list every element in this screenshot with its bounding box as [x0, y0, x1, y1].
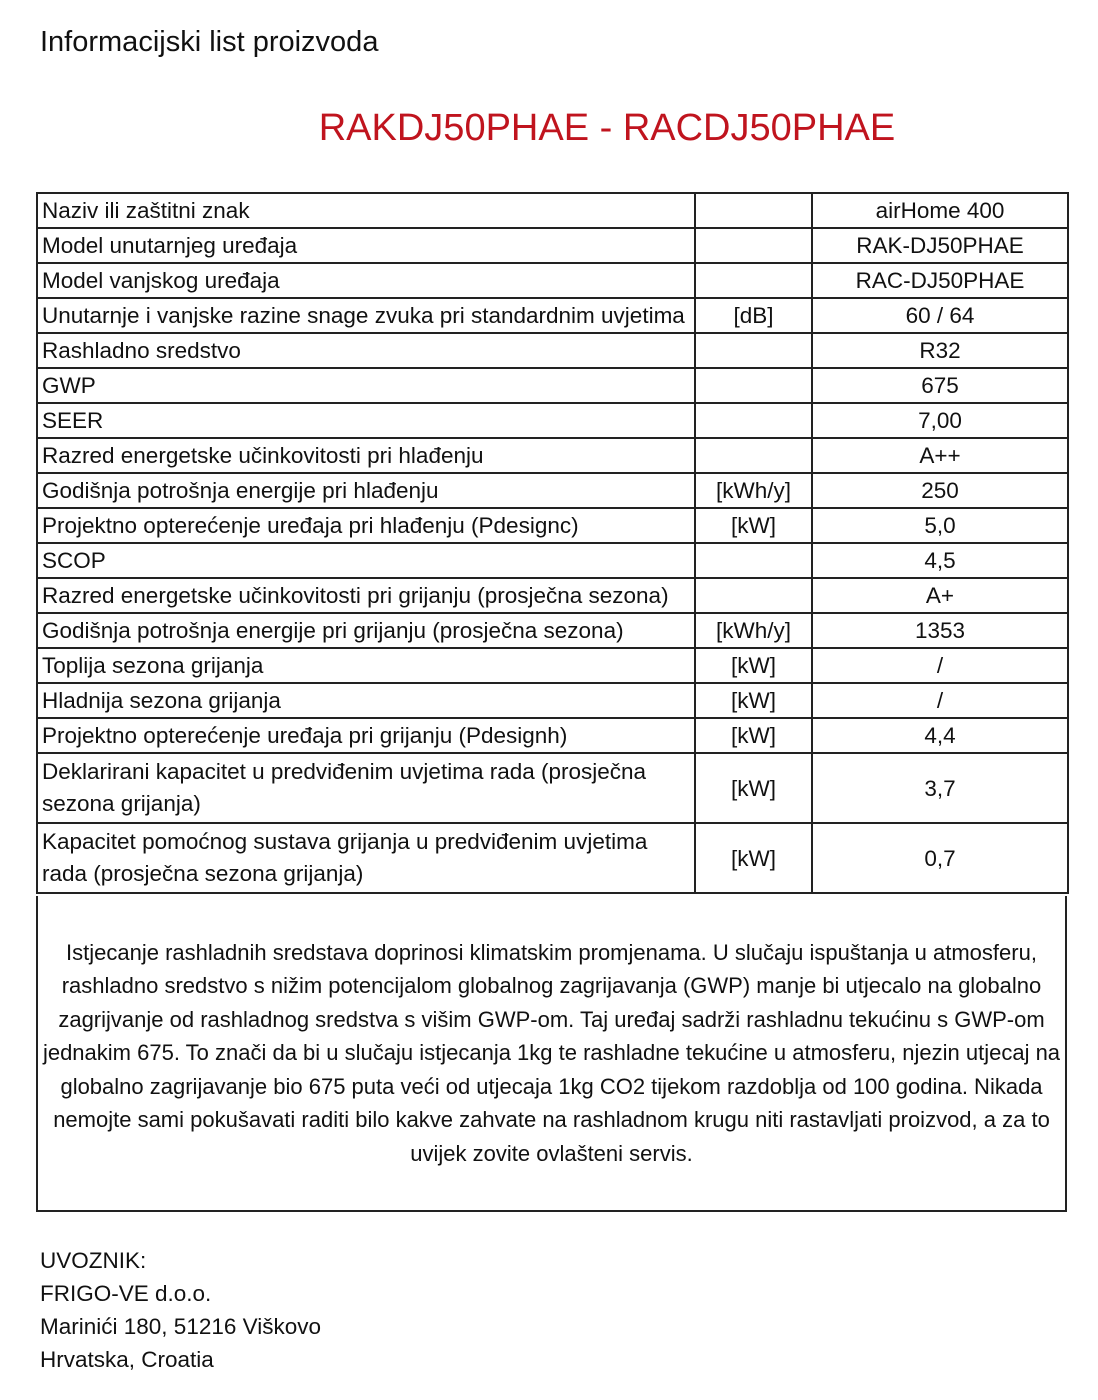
importer-heading: UVOZNIK:	[40, 1248, 147, 1273]
doc-title: Informacijski list proizvoda	[40, 26, 379, 58]
spec-value: 0,7	[812, 823, 1068, 893]
table-row	[37, 753, 1068, 823]
spec-label: Toplija sezona grijanja	[37, 648, 695, 683]
table-row	[37, 613, 1068, 648]
spec-label: Razred energetske učinkovitosti pri grijanju (prosječna sezona)	[37, 578, 695, 613]
spec-label: Model vanjskog uređaja	[37, 263, 695, 298]
spec-unit: [kW]	[695, 648, 812, 683]
spec-unit	[695, 438, 812, 473]
spec-unit	[695, 263, 812, 298]
spec-value: 4,4	[812, 718, 1068, 753]
table-row	[37, 403, 1068, 438]
model-heading: RAKDJ50PHAE - RACDJ50PHAE	[318, 107, 896, 149]
spec-value: A+	[812, 578, 1068, 613]
table-row	[37, 368, 1068, 403]
spec-label: Godišnja potrošnja energije pri grijanju (prosječna sezona)	[37, 613, 695, 648]
spec-value: 5,0	[812, 508, 1068, 543]
refrigerant-notice-box	[36, 896, 1067, 1212]
spec-value: 250	[812, 473, 1068, 508]
importer-address: Marinići 180, 51216 Viškovo	[40, 1314, 321, 1339]
spec-unit	[695, 403, 812, 438]
spec-label: Naziv ili zaštitni znak	[37, 193, 695, 228]
spec-value: RAC-DJ50PHAE	[812, 263, 1068, 298]
spec-label: Projektno opterećenje uređaja pri grijanju (Pdesignh)	[37, 718, 695, 753]
spec-unit: [kW]	[695, 823, 812, 893]
spec-unit: [kW]	[695, 683, 812, 718]
spec-value: 7,00	[812, 403, 1068, 438]
spec-label: Godišnja potrošnja energije pri hlađenju	[37, 473, 695, 508]
spec-unit	[695, 578, 812, 613]
table-row	[37, 473, 1068, 508]
spec-label: Model unutarnjeg uređaja	[37, 228, 695, 263]
importer-info	[40, 1244, 321, 1376]
spec-label: Unutarnje i vanjske razine snage zvuka pri standardnim uvjetima	[37, 298, 695, 333]
spec-label: Razred energetske učinkovitosti pri hlađenju	[37, 438, 695, 473]
spec-unit	[695, 333, 812, 368]
spec-value: 4,5	[812, 543, 1068, 578]
table-row	[37, 508, 1068, 543]
spec-label: SEER	[37, 403, 695, 438]
table-row	[37, 193, 1068, 228]
spec-label: GWP	[37, 368, 695, 403]
spec-value: 1353	[812, 613, 1068, 648]
importer-company: FRIGO-VE d.o.o.	[40, 1281, 212, 1306]
spec-unit	[695, 193, 812, 228]
table-row	[37, 823, 1068, 893]
spec-value: R32	[812, 333, 1068, 368]
table-row	[37, 543, 1068, 578]
spec-value: 3,7	[812, 753, 1068, 823]
refrigerant-notice-text: Istjecanje rashladnih sredstava doprinosi klimatskim promjenama. U slučaju ispuštanja u atmosferu, rashladno sredstvo s nižim potencijalom globalnog zagrijavanja (GWP) manje bi utjecalo na globalno zagrijvanje od rashladnog sredstva s višim GWP-om. Taj uređaj sadrži rashladnu tekućinu s GWP-om jednakim 675. To znači da bi u slučaju istjecanja 1kg te rashladne tekućine u atmosferu, njezin utjecaj na globalno zagrijavanje bio 675 puta veći od utjecaja 1kg CO2 tijekom razdoblja od 100 godina. Nikada nemojte sami pokušavati raditi bilo kakve zahvate na rashladnom krugu niti rastavljati proizvod, a za to uvijek zovite ovlašteni servis.	[42, 939, 1061, 1166]
spec-unit: [kW]	[695, 718, 812, 753]
spec-value: 60 / 64	[812, 298, 1068, 333]
spec-unit: [dB]	[695, 298, 812, 333]
spec-unit	[695, 543, 812, 578]
spec-value: 675	[812, 368, 1068, 403]
spec-unit: [kWh/y]	[695, 473, 812, 508]
spec-unit: [kW]	[695, 753, 812, 823]
table-row	[37, 263, 1068, 298]
spec-value: airHome 400	[812, 193, 1068, 228]
table-row	[37, 333, 1068, 368]
spec-value: RAK-DJ50PHAE	[812, 228, 1068, 263]
importer-country: Hrvatska, Croatia	[40, 1347, 214, 1372]
spec-label: Rashladno sredstvo	[37, 333, 695, 368]
spec-label: Hladnija sezona grijanja	[37, 683, 695, 718]
spec-value: A++	[812, 438, 1068, 473]
table-row	[37, 298, 1068, 333]
spec-unit	[695, 368, 812, 403]
table-row	[37, 578, 1068, 613]
table-row	[37, 648, 1068, 683]
table-row	[37, 718, 1068, 753]
spec-label: Projektno opterećenje uređaja pri hlađenju (Pdesignc)	[37, 508, 695, 543]
table-row	[37, 228, 1068, 263]
spec-unit: [kWh/y]	[695, 613, 812, 648]
spec-value: /	[812, 648, 1068, 683]
spec-label: Deklarirani kapacitet u predviđenim uvjetima rada (prosječna sezona grijanja)	[37, 753, 695, 823]
spec-value: /	[812, 683, 1068, 718]
spec-label: SCOP	[37, 543, 695, 578]
table-row	[37, 438, 1068, 473]
spec-unit	[695, 228, 812, 263]
spec-table	[36, 192, 1069, 894]
spec-label: Kapacitet pomoćnog sustava grijanja u predviđenim uvjetima rada (prosječna sezona grijanja)	[37, 823, 695, 893]
table-row	[37, 683, 1068, 718]
spec-unit: [kW]	[695, 508, 812, 543]
